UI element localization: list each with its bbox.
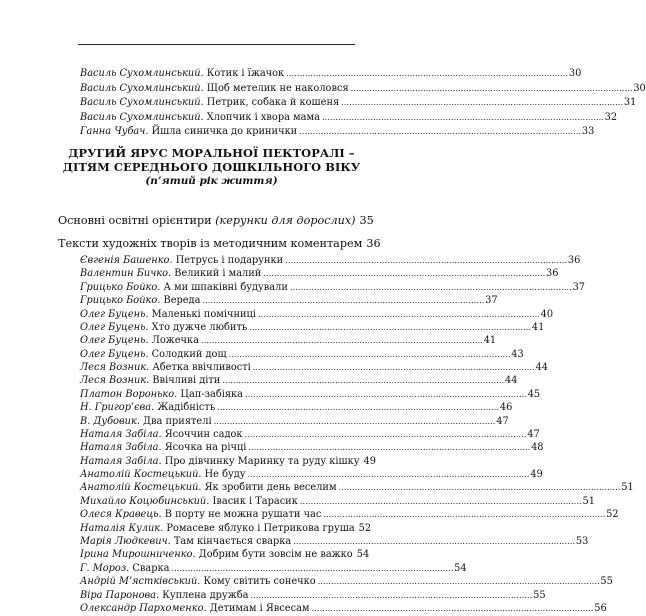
toc-entry-page: 33 (581, 126, 595, 138)
toc-entry-title: Не буду (201, 469, 246, 481)
toc-entry-page: 54 (454, 562, 467, 574)
toc-entry-text (80, 67, 284, 81)
toc-entry-page: 41 (531, 321, 545, 333)
toc-dot-leader (318, 575, 599, 589)
toc-entry-title: Щоб метелик не наколовся (203, 82, 349, 94)
toc-entry-title: Котик і їжачок (203, 68, 285, 79)
toc-entry-title: Вереда (160, 295, 201, 307)
toc-entry-author: Олег Буцень. (80, 348, 149, 360)
toc-dot-leader (171, 562, 452, 576)
toc-entry-text (80, 508, 321, 522)
toc-entry-author: Василь Сухомлинський. (80, 111, 204, 123)
toc-entry-author: Грицько Бойко. (80, 295, 161, 307)
toc-entry-page: 51 (621, 482, 634, 494)
toc-entry-title: Ввічливі діти (149, 375, 221, 387)
toc-dot-leader (322, 111, 603, 125)
toc-entry-page: 55 (600, 576, 613, 588)
toc-entry[interactable] (80, 481, 634, 495)
toc-entry-title: Йшла синичка до кринички (148, 126, 298, 138)
toc-entry[interactable] (80, 602, 607, 616)
toc-entry-title: Петрусь і подарунки (172, 255, 284, 266)
toc-entry-author: Олег Буцень. (80, 335, 149, 347)
toc-entry-title: Кому світить сонечко (200, 576, 316, 588)
toc-entry-author: Наталя Забіла. (80, 455, 162, 467)
toc-dot-leader (245, 388, 526, 402)
toc-entry-title: А ми шпаківні будували (160, 281, 288, 293)
toc-entry[interactable] (80, 96, 637, 110)
toc-entry-title: Цап-забіяка (177, 388, 243, 400)
toc-entry-page: 44 (535, 362, 548, 374)
toc-entry-page: 37 (485, 295, 498, 307)
section-title-line2: ДІТЯМ СЕРЕДНЬОГО ДОШКІЛЬНОГО ВІКУ (62, 160, 361, 174)
toc-entry-author: Марія Людкевич. (80, 535, 171, 547)
toc-entry-page: 55 (533, 589, 546, 601)
toc-entry-title: Ясочка на річці (161, 442, 247, 454)
toc-entry-author: Наталя Забіла. (80, 428, 162, 440)
toc-entry-title: Добрим бути зовсім не важко (195, 549, 353, 561)
toc-entry[interactable] (80, 562, 467, 576)
toc-entry-author: Леся Возник. (80, 375, 150, 387)
toc-dot-leader (299, 125, 580, 139)
toc-dot-leader (258, 308, 539, 322)
toc-entry[interactable] (80, 468, 543, 482)
toc-entry[interactable] (80, 401, 513, 415)
toc-entry-title: Великий і малий (171, 268, 262, 280)
toc-entry-text (80, 267, 261, 281)
toc-entry-title: Про дівчинку Маринку та руду кішку (161, 455, 360, 467)
toc-entry-author: Ірина Мирошниченко. (80, 549, 196, 561)
toc-entry-author: Віра Паронова. (80, 589, 160, 601)
toc-entry-author: Олег Буцень. (80, 321, 149, 333)
toc-entry[interactable] (80, 535, 589, 549)
toc-entry[interactable] (80, 428, 540, 442)
toc-entry-author: Андрій М’ястківський. (80, 576, 201, 588)
toc-dot-leader (253, 361, 534, 375)
toc-entry-author: Наталя Забіла. (80, 442, 162, 454)
toc-entry-text (80, 111, 320, 125)
toc-entry-text (80, 562, 169, 576)
toc-dot-leader (201, 334, 482, 348)
toc-entry-text (80, 548, 353, 562)
toc-entry-text (80, 428, 243, 442)
toc-dot-leader (351, 82, 632, 96)
toc-entry-title: Абетка ввічливості (149, 362, 251, 374)
toc-entry-page: 52 (358, 522, 372, 534)
toc-entry-page: 32 (604, 111, 618, 123)
toc-dot-leader (249, 321, 530, 335)
toc-entry-title: Івасик і Тарасик (209, 495, 298, 507)
toc-entry-author: Олександр Пархоменко. (80, 602, 207, 614)
toc-entry[interactable] (80, 548, 368, 562)
toc-entry-author: Валентин Бичко. (80, 268, 172, 280)
toc-entry-page: 49 (530, 469, 543, 481)
toc-entry[interactable] (80, 508, 619, 522)
toc-main-entry[interactable] (58, 237, 381, 253)
toc-dot-leader (217, 401, 498, 415)
toc-entry-page: 49 (363, 455, 377, 467)
toc-entry[interactable] (80, 281, 586, 295)
toc-dot-leader (202, 294, 483, 308)
toc-entry-text (80, 374, 220, 388)
toc-entry-page: 30 (633, 82, 646, 94)
toc-entry-page: 48 (531, 442, 544, 454)
toc-entry-text (80, 294, 200, 308)
toc-dot-leader (245, 428, 526, 442)
toc-main-entry-text (58, 237, 362, 251)
toc-entry-author: Василь Сухомлинський. (80, 97, 204, 109)
toc-entry-text (80, 281, 288, 295)
toc-entry[interactable] (80, 321, 545, 335)
toc-entry-text (80, 589, 248, 603)
toc-dot-leader (339, 481, 620, 495)
toc-main-entry-page: 35 (359, 214, 374, 227)
toc-entry-page: 30 (568, 68, 582, 79)
toc-entry-title: Жадібність (154, 402, 216, 414)
toc-main-entry-title: Основні освітні орієнтири (58, 214, 212, 227)
toc-entry-title: Хлопчик і хвора мама (203, 111, 320, 123)
toc-entry-author: Олег Буцень. (80, 308, 149, 320)
toc-entry-text (80, 575, 316, 589)
toc-entry[interactable] (80, 67, 582, 81)
toc-dot-leader (300, 495, 581, 509)
toc-main-entry-note: (керунки для дорослих) (211, 214, 356, 227)
toc-dot-leader (229, 348, 510, 362)
toc-entry[interactable] (80, 575, 613, 589)
toc-entry[interactable] (80, 522, 372, 536)
toc-entry[interactable] (80, 267, 559, 281)
toc-dot-leader (312, 602, 593, 616)
toc-entry-title: Ложечка (148, 335, 200, 347)
toc-dot-leader (222, 374, 503, 388)
toc-entry-text (80, 455, 360, 469)
toc-entry-page: 46 (499, 402, 513, 414)
toc-entry-text (80, 82, 349, 96)
toc-main-entry[interactable] (58, 214, 374, 230)
toc-entry-title: Два приятелі (139, 415, 212, 427)
toc-entry-page: 56 (594, 602, 607, 614)
toc-entry-author: Михайло Коцюбинський. (80, 495, 210, 507)
toc-entry-text (80, 321, 247, 335)
toc-entry[interactable] (80, 495, 595, 509)
toc-entry-text (80, 361, 251, 375)
toc-entry-page: 53 (575, 535, 589, 547)
toc-entry-text (80, 495, 298, 509)
toc-entry-page: 37 (572, 281, 586, 293)
toc-entry-page: 47 (496, 415, 509, 427)
toc-entry[interactable] (80, 361, 548, 375)
toc-entry-text (80, 254, 283, 268)
toc-dot-leader (250, 589, 531, 603)
toc-entry-author: Г. Мороз. (80, 562, 130, 574)
toc-entry[interactable] (80, 254, 581, 268)
toc-entry[interactable] (80, 308, 554, 322)
toc-dot-leader (248, 441, 529, 455)
toc-entry-text (80, 535, 291, 549)
toc-entry-page: 52 (606, 509, 619, 521)
toc-entry-title: Як зробити день веселим (201, 482, 337, 494)
toc-entry[interactable] (80, 455, 377, 469)
toc-dot-leader (293, 535, 574, 549)
toc-entry-page: 51 (582, 495, 595, 507)
toc-entry-text (80, 125, 297, 139)
toc-dot-leader (248, 468, 529, 482)
top-rule (78, 44, 355, 45)
toc-entry-title: Петрик, собака й кошеня (203, 97, 340, 109)
toc-dot-leader (323, 508, 604, 522)
toc-entry-text (80, 602, 310, 616)
toc-entry-text (80, 388, 243, 402)
toc-entry[interactable] (80, 441, 544, 455)
toc-dot-leader (214, 415, 495, 429)
toc-dot-leader (285, 254, 566, 268)
toc-entry-title: Солодкий дощ (148, 348, 227, 360)
toc-entry-page: 45 (527, 388, 541, 400)
toc-entry-author: Платон Воронько. (80, 388, 178, 400)
toc-entry-author: Анатолій Костецький. (80, 482, 202, 494)
section-title-line1: ДРУГИЙ ЯРУС МОРАЛЬНОЇ ПЕКТОРАЛІ – (68, 146, 355, 160)
toc-entry-author: Олеся Кравець. (80, 509, 162, 521)
toc-entry-text (80, 468, 246, 482)
toc-entry-title: Маленькі помічниці (148, 308, 256, 320)
toc-main-entry-text (58, 214, 356, 228)
toc-entry-page: 41 (483, 335, 497, 347)
toc-entry[interactable] (80, 82, 646, 96)
toc-entry-title: Сварка (129, 562, 170, 574)
toc-entry-author: В. Дубовик. (80, 415, 140, 427)
toc-main-entry-page: 36 (366, 237, 381, 250)
toc-entry-text (80, 401, 215, 415)
toc-entry-title: В порту не можна рушати час (161, 509, 322, 521)
toc-entry-text (80, 522, 355, 536)
toc-entry-text (80, 481, 337, 495)
toc-entry-page: 36 (567, 255, 581, 266)
toc-entry-text (80, 96, 339, 110)
toc-entry-page: 47 (527, 428, 540, 440)
toc-entry-page: 31 (623, 97, 637, 109)
toc-entry-page: 36 (546, 268, 559, 280)
toc-entry[interactable] (80, 125, 595, 139)
toc-entry[interactable] (80, 388, 541, 402)
toc-entry-author: Леся Возник. (80, 362, 150, 374)
toc-dot-leader (290, 281, 571, 295)
toc-dot-leader (341, 96, 622, 110)
toc-entry[interactable] (80, 374, 518, 388)
toc-entry-author: Наталія Кулик. (80, 522, 164, 534)
section-subtitle: (п’ятий рік життя) (145, 175, 278, 187)
toc-entry[interactable] (80, 334, 497, 348)
toc-entry-title: Ясоччин садок (161, 428, 243, 440)
toc-entry-text (80, 308, 256, 322)
toc-entry-page: 40 (540, 308, 554, 320)
toc-entry-title: Хто дужче любить (148, 321, 248, 333)
toc-entry[interactable] (80, 111, 618, 125)
toc-entry-page: 43 (511, 348, 524, 360)
toc-entry-title: Куплена дружба (159, 589, 249, 601)
toc-entry[interactable] (80, 348, 524, 362)
toc-entry-author: Василь Сухомлинський. (80, 68, 204, 79)
toc-dot-leader (286, 67, 567, 81)
toc-entry-page: 44 (505, 375, 518, 387)
toc-entry-text (80, 334, 199, 348)
toc-entry-title: Там кінчається сварка (170, 535, 292, 547)
toc-entry-author: Анатолій Костецький. (80, 469, 202, 481)
toc-entry-text (80, 441, 246, 455)
toc-dot-leader (263, 267, 544, 281)
toc-entry[interactable] (80, 294, 498, 308)
toc-entry-author: Василь Сухомлинський. (80, 82, 204, 94)
toc-entry-page: 54 (356, 549, 370, 561)
toc-entry-text (80, 415, 212, 429)
toc-main-entry-title: Тексти художніх творів із методичним коментарем (58, 237, 363, 250)
toc-entry-author: Євгенія Башенко. (80, 255, 173, 266)
toc-entry-title: Ромасеве яблуко і Петрикова груша (163, 522, 355, 534)
toc-entry[interactable] (80, 415, 509, 429)
toc-entry-author: Н. Григор’єва. (80, 402, 155, 414)
toc-entry-author: Ганна Чубач. (80, 126, 149, 138)
toc-entry[interactable] (80, 589, 546, 603)
toc-entry-title: Детимам і Явсесам (206, 602, 310, 614)
toc-entry-text (80, 348, 227, 362)
toc-entry-author: Грицько Бойко. (80, 281, 161, 293)
